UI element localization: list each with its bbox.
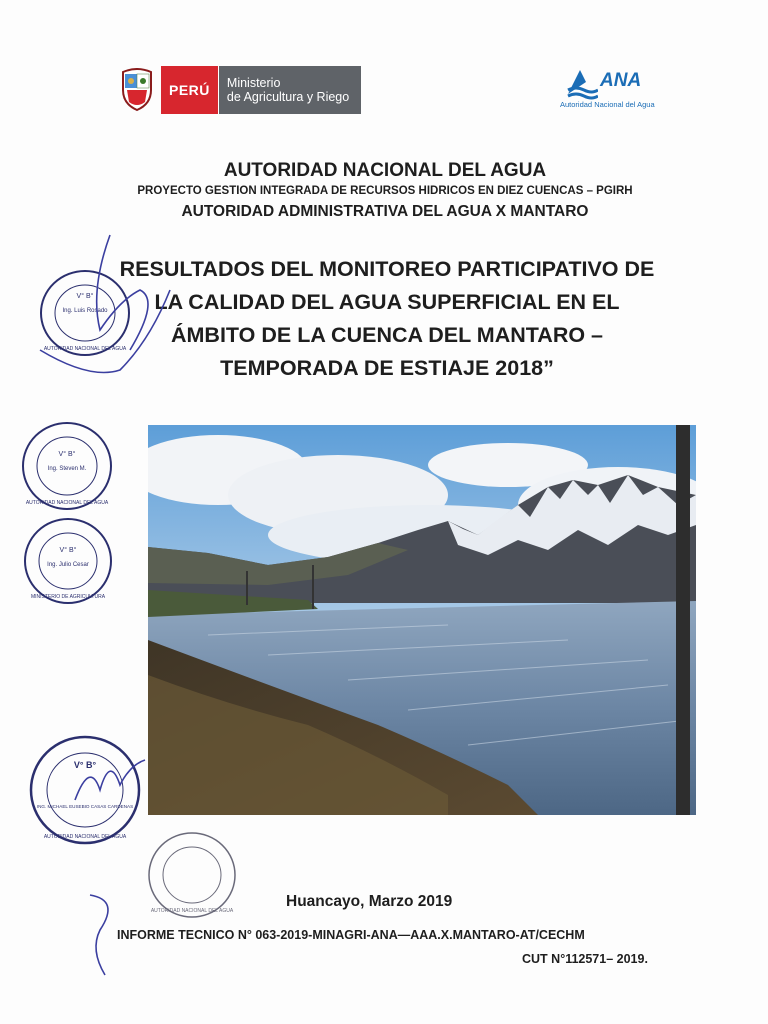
stamp-ring-text: AUTORIDAD NACIONAL DEL AGUA [43, 834, 127, 840]
approval-stamp [146, 830, 238, 920]
stamp-middle: V° B° [76, 293, 94, 300]
stamp-name: ING. MICHAEL EUSEBIO CASAS CARDENAS [36, 804, 134, 809]
stamp-name: Ing. Julio Cesar [47, 562, 89, 568]
stamp-name: Ing. Steven M. [47, 466, 87, 472]
admin-authority-heading: AUTORIDAD ADMINISTRATIVA DEL AGUA X MANTARO [181, 203, 589, 220]
stamp-ring-text: MINISTERIO DE AGRICULTURA [30, 594, 106, 600]
title-line: ÁMBITO DE LA CUENCA DEL MANTARO – [171, 323, 603, 347]
ana-logo-text: ANA [600, 70, 642, 91]
cover-photo [148, 425, 696, 815]
ministry-logo [119, 66, 361, 114]
stamp-middle: V° B° [59, 547, 77, 554]
ana-water-icon [566, 66, 598, 100]
title-line: LA CALIDAD DEL AGUA SUPERFICIAL EN EL [154, 290, 620, 314]
peru-coat-of-arms-icon [119, 68, 155, 112]
report-title [92, 253, 682, 385]
stamp-middle: V° B° [73, 760, 97, 770]
ana-logo [556, 66, 668, 114]
ministry-line-1: Ministerio [226, 76, 281, 90]
stamp-ring-text: AUTORIDAD NACIONAL DEL AGUA [43, 346, 127, 352]
authority-heading: AUTORIDAD NACIONAL DEL AGUA [223, 160, 547, 181]
ana-logo-subtitle: Autoridad Nacional del Agua [560, 100, 655, 109]
stamp-middle: V° B° [58, 451, 76, 458]
ministry-line-2: de Agricultura y Riego [226, 90, 350, 104]
stamp-ring-text: AUTORIDAD NACIONAL DEL AGUA [25, 500, 109, 506]
cut-number: CUT N°112571– 2019. [522, 952, 648, 966]
title-line: TEMPORADA DE ESTIAJE 2018” [220, 356, 554, 380]
stamp-name: Ing. Luis Rosado [62, 308, 108, 314]
approval-stamp [38, 268, 132, 358]
title-line: RESULTADOS DEL MONITOREO PARTICIPATIVO DE [119, 257, 655, 281]
peru-label: PERÚ [161, 66, 218, 114]
project-heading: PROYECTO GESTION INTEGRADA DE RECURSOS HIDRICOS EN DIEZ CUENCAS – PGIRH [137, 185, 633, 197]
approval-stamp [20, 420, 114, 512]
approval-stamp [22, 516, 114, 606]
approval-stamp [28, 734, 142, 846]
place-date: Huancayo, Marzo 2019 [286, 893, 453, 910]
report-number: INFORME TECNICO N° 063-2019-MINAGRI-ANA—AAA.X.MANTARO-AT/CECHM [117, 928, 585, 942]
stamp-ring-text: AUTORIDAD NACIONAL DEL AGUA [150, 908, 234, 914]
ministry-name [218, 66, 361, 114]
